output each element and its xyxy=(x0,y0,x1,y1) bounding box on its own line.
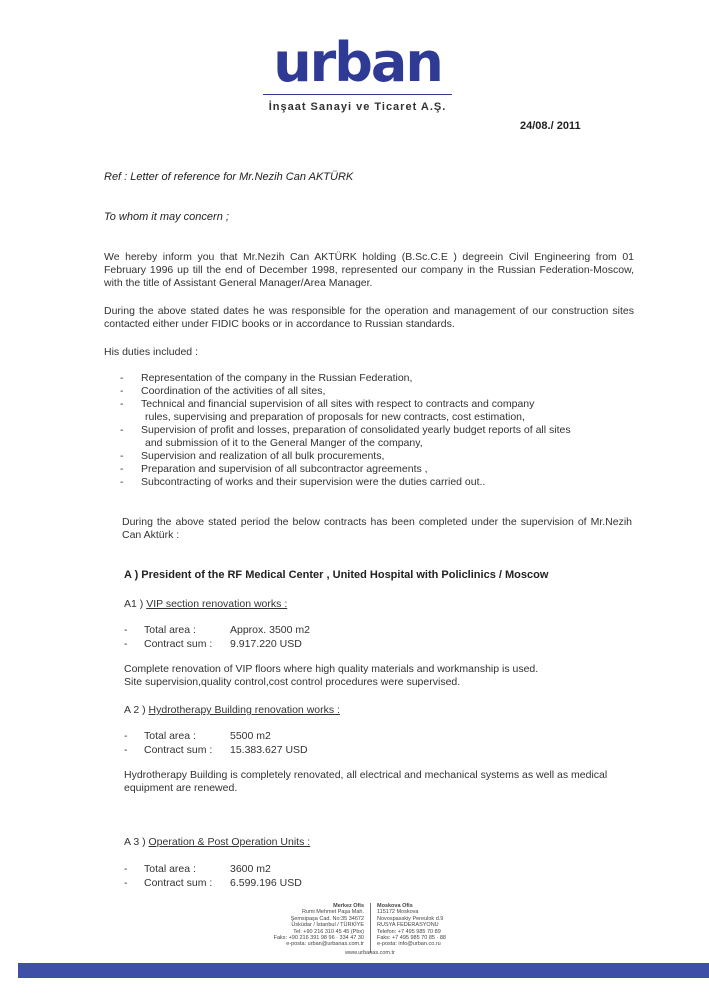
head-office-address: Merkez Ofis Rumi Mehmet Paşa Mah. Şemsipaşa Cad. No:35 34672 Üsküdar / İstanbul / TÜRKİYE Tel: +90 216 310 45 45 (Pbx) Faks: +90 216 391 98 96 · 334 47 30 e-posta: urban@urbanas.com.tr xyxy=(273,903,364,948)
a2-total-area: - Total area : 5500 m2 xyxy=(124,730,271,742)
contracts-intro-paragraph: During the above stated period the below contracts has been completed under the supervision of Mr.Nezih Can Aktürk : xyxy=(122,516,632,541)
a3-contract-sum: - Contract sum : 6.599.196 USD xyxy=(124,877,302,889)
company-logo xyxy=(255,31,460,113)
duties-heading: His duties included : xyxy=(104,346,198,358)
list-item: - Representation of the company in the Russian Federation, xyxy=(120,372,413,384)
list-item: - Coordination of the activities of all sites, xyxy=(120,385,326,397)
subsection-a2-title: A 2 ) Hydrotherapy Building renovation works : xyxy=(124,704,340,716)
list-item: - Supervision and realization of all bulk procurements, xyxy=(120,450,385,462)
a3-total-area: - Total area : 3600 m2 xyxy=(124,863,271,875)
moscow-office-address: Moskova Ofis 115172 Moskova Novospasskiy Pereulok d.9 RUSYA FEDERASYONU Telefon: +7 495 985 70 89 Faks: +7 495 985 70 85 · 88 e-posta: info@urban.co.ru xyxy=(377,903,446,948)
footer-divider xyxy=(370,903,371,953)
list-item: - Supervision of profit and losses, preparation of consolidated yearly budget reports of all sites and submission of it to the General Manger of the company, xyxy=(120,424,571,449)
company-tagline: İnşaat Sanayi ve Ticaret A.Ş. xyxy=(268,101,447,113)
a1-total-area: - Total area : Approx. 3500 m2 xyxy=(124,624,310,636)
a2-description: Hydrotherapy Building is completely renovated, all electrical and mechanical systems as well as medical equipment are renewed. xyxy=(124,769,608,794)
subsection-a1-title: A1 ) VIP section renovation works : xyxy=(124,598,288,610)
a1-contract-sum: - Contract sum : 9.917.220 USD xyxy=(124,638,302,650)
logo-wordmark: urban xyxy=(273,31,442,94)
reference-line: Ref : Letter of reference for Mr.Nezih Can AKTÜRK xyxy=(104,171,354,183)
list-item: - Subcontracting of works and their supervision were the duties carried out.. xyxy=(120,476,486,488)
a1-description: Complete renovation of VIP floors where high quality materials and workmanship is used. Site supervision,quality control,cost control procedures were supervised. xyxy=(124,663,539,688)
footer-color-bar xyxy=(18,963,709,978)
a2-contract-sum: -Contract sum : 15.383.627 USD xyxy=(124,744,308,756)
section-a-title: A ) President of the RF Medical Center , United Hospital with Policlinics / Moscow xyxy=(124,569,549,581)
responsibility-paragraph: During the above stated dates he was responsible for the operation and management of our construction sites contacted either under FIDIC books or in accordance to Russian standards. xyxy=(104,305,634,330)
website-text: www.urbanas.com.tr xyxy=(345,950,395,956)
subsection-a3-title: A 3 ) Operation & Post Operation Units : xyxy=(124,836,311,848)
letter-date: 24/08./ 2011 xyxy=(520,120,581,132)
duties-list xyxy=(120,372,640,489)
list-item: - Technical and financial supervision of all sites with respect to contracts and company rules, supervising and preparation of proposals for new contracts, cost estimation, xyxy=(120,398,535,423)
list-item: - Preparation and supervision of all subcontractor agreements , xyxy=(120,463,428,475)
salutation: To whom it may concern ; xyxy=(104,211,229,223)
intro-paragraph: We hereby inform you that Mr.Nezih Can AKTÜRK holding (B.Sc.C.E ) degreein Civil Engineering from 01 February 1996 up till the end of December 1998, represented our company in the Russian Federation-Moscow, with the title of Assistant General Manager/Area Manager. xyxy=(104,251,634,289)
logo-underline xyxy=(263,94,452,95)
